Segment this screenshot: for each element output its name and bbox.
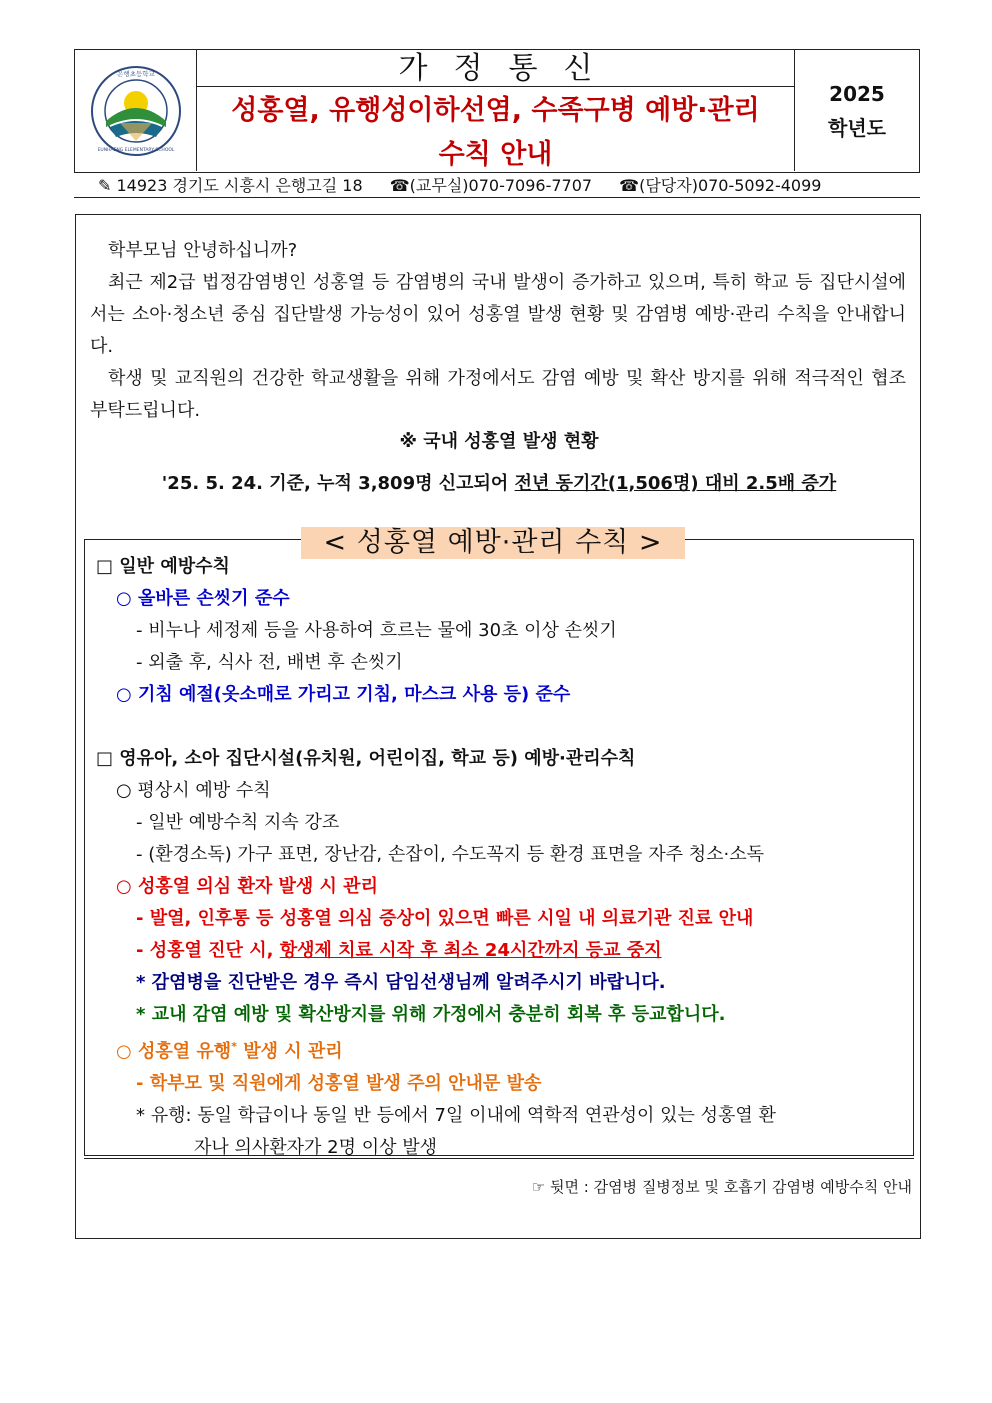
rule-handwash-detail-2: - 외출 후, 식사 전, 배변 후 손씻기 bbox=[136, 652, 403, 673]
address-bar bbox=[74, 174, 920, 198]
rule-suspected-detail-1: - 발열, 인후통 등 성홍열 의심 증상이 있으면 빠른 시일 내 의료기관 진료 안내 bbox=[136, 908, 754, 929]
page-title: 가정통신 bbox=[197, 50, 794, 87]
rule-handwash-detail-1: - 비누나 세정제 등을 사용하여 흐르는 물에 30초 이상 손씻기 bbox=[136, 620, 617, 641]
title-cell bbox=[197, 50, 795, 171]
spacer bbox=[96, 711, 906, 743]
status-line bbox=[76, 469, 922, 499]
intro-paragraph-1: 최근 제2급 법정감염병인 성홍열 등 감염병의 국내 발생이 증가하고 있으며, 특히 학교 등 집단시설에서는 소아·청소년 중심 집단발생 가능성이 있어 성홍열 발생 현황 및 감염병 예방·관리 수칙을 안내합니다. bbox=[90, 272, 906, 357]
year-cell bbox=[795, 50, 919, 171]
intro-greeting: 학부모님 안녕하십니까? bbox=[108, 240, 298, 261]
rule-outbreak-b: 발생 시 관리 bbox=[236, 1041, 343, 1062]
staff-phone: ☎(담당자)070-5092-4099 bbox=[619, 176, 822, 195]
rule-routine-detail-1: - 일반 예방수칙 지속 강조 bbox=[136, 812, 340, 833]
logo-text-bottom: EUNHAENG ELEMENTARY SCHOOL bbox=[97, 147, 174, 153]
rule-routine-detail-2: - (환경소독) 가구 표면, 장난감, 손잡이, 수도꼭지 등 환경 표면을 자주 청소·소독 bbox=[136, 844, 765, 865]
rule-suspected-detail-2b: 항생제 치료 시작 후 최소 24시간까지 등교 중지 bbox=[279, 940, 662, 961]
rule-routine: ○ 평상시 예방 수칙 bbox=[116, 780, 271, 801]
main-content-box bbox=[75, 214, 921, 1239]
back-page-note: ☞ 뒷면 : 감염병 질병정보 및 호흡기 감염병 예방수칙 안내 bbox=[531, 1178, 912, 1196]
rule-suspected-note-2: * 교내 감염 예방 및 확산방지를 위해 가정에서 충분히 회복 후 등교합니다. bbox=[136, 1004, 726, 1025]
rule-suspected-detail-2 bbox=[96, 935, 906, 967]
rules-title: < 성홍열 예방·관리 수칙 > bbox=[301, 527, 685, 559]
section-general-head: □ 일반 예방수칙 bbox=[96, 556, 230, 577]
section-facility-head: □ 영유아, 소아 집단시설(유치원, 어린이집, 학교 등) 예방·관리수칙 bbox=[96, 748, 636, 769]
rule-outbreak-sup: * bbox=[231, 1040, 237, 1053]
school-address: ✎ 14923 경기도 시흥시 은행고길 18 bbox=[98, 176, 363, 195]
rule-cough-etiquette: ○ 기침 예절(옷소매로 가리고 기침, 마스크 사용 등) 준수 bbox=[116, 684, 571, 705]
status-title: ※ 국내 성홍열 발생 현황 bbox=[399, 431, 599, 452]
school-year-suffix: 학년도 bbox=[828, 115, 886, 140]
school-logo bbox=[90, 65, 182, 157]
rule-suspected-note-1: * 감염병을 진단받은 경우 즉시 담임선생님께 알려주시기 바랍니다. bbox=[136, 972, 666, 993]
rule-outbreak-a: ○ 성홍열 유행 bbox=[116, 1041, 232, 1062]
intro-text bbox=[90, 235, 906, 427]
office-phone: ☎(교무실)070-7096-7707 bbox=[389, 176, 593, 195]
rule-handwash: ○ 올바른 손씻기 준수 bbox=[116, 588, 290, 609]
header-table bbox=[74, 49, 920, 173]
rule-outbreak-detail-1: - 학부모 및 직원에게 성홍열 발생 주의 안내문 발송 bbox=[136, 1073, 542, 1094]
rule-suspected-detail-2a: - 성홍열 진단 시, bbox=[136, 940, 280, 961]
rule-outbreak bbox=[96, 1031, 906, 1068]
subtitle-line2: 수칙 안내 bbox=[438, 139, 553, 170]
rule-suspected-case: ○ 성홍열 의심 환자 발생 시 관리 bbox=[116, 876, 378, 897]
logo-text-top: 은행초등학교 bbox=[116, 69, 155, 78]
intro-paragraph-2: 학생 및 교직원의 건강한 학교생활을 위해 가정에서도 감염 예방 및 확산 방지를 위해 적극적인 협조 부탁드립니다. bbox=[90, 368, 906, 421]
rule-outbreak-note: * 유행: 동일 학급이나 동일 반 등에서 7일 이내에 역학적 연관성이 있는 성홍열 환 bbox=[136, 1105, 776, 1126]
rule-outbreak-note-cont: 자나 의사환자가 2명 이상 발생 bbox=[194, 1137, 437, 1158]
subtitle-line1: 성홍열, 유행성이하선염, 수족구병 예방·관리 bbox=[231, 95, 760, 126]
page-subtitle bbox=[197, 89, 794, 177]
rules-list bbox=[96, 551, 906, 1164]
school-logo-cell bbox=[75, 50, 197, 171]
school-year: 2025 bbox=[829, 81, 885, 106]
status-line-a: '25. 5. 24. 기준, 누적 3,809명 신고되어 bbox=[161, 473, 515, 494]
status-line-b: 전년 동기간(1,506명) 대비 2.5배 증가 bbox=[514, 473, 837, 494]
